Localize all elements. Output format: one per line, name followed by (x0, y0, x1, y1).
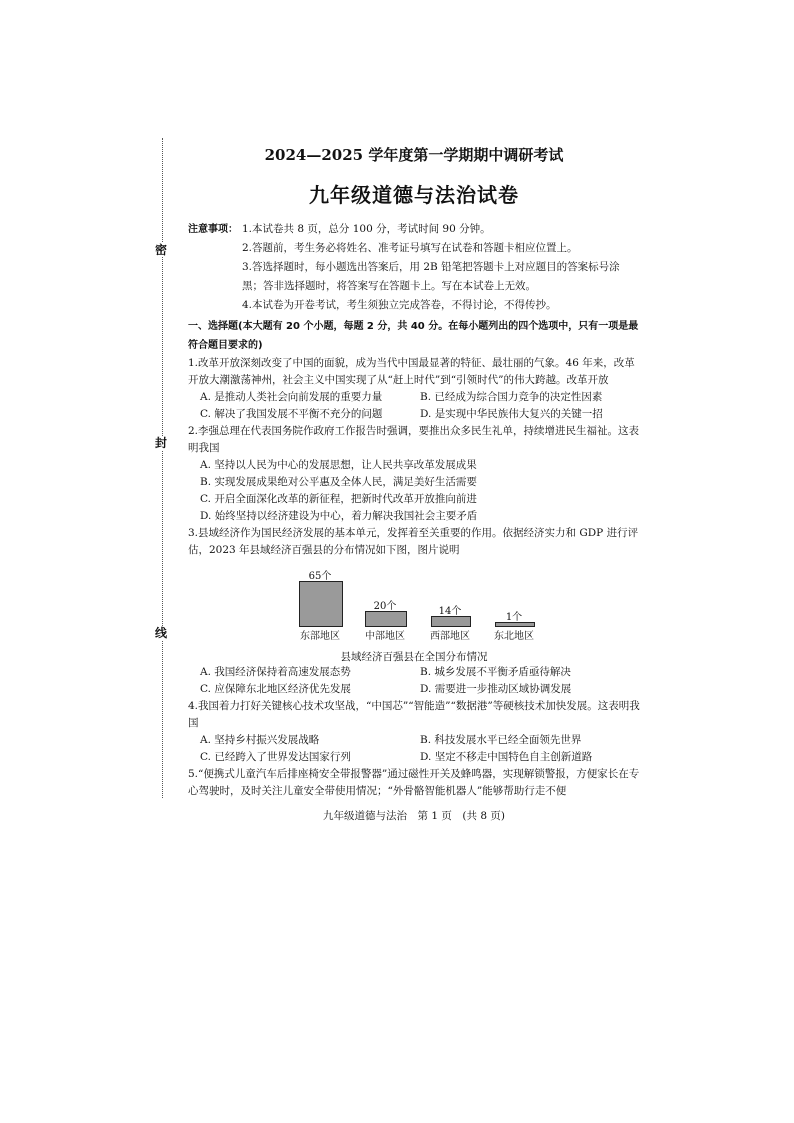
section-heading: 一、选择题(本大题有 20 个小题，每题 2 分，共 40 分。在每小题列出的四个选项中，只有一项是最符合题目要求的) (188, 321, 639, 351)
chart-value-label: 1个 (505, 612, 523, 623)
seal-mark-xian: 线 (155, 626, 168, 640)
option-d: D. 坚定不移走中国特色自主创新道路 (420, 751, 593, 763)
option-a: A. 坚持乡村振兴发展战略 (200, 734, 320, 746)
question-4-options-row1 (188, 732, 640, 749)
page-footer: 九年级道德与法治 第 1 页 (共 8 页) (323, 810, 505, 822)
seal-mark-mi: 密 (155, 243, 168, 257)
option-a: A. 坚持以人民为中心的发展思想，让人民共享改革发展成果 (200, 459, 477, 471)
seal-dotted-line (162, 138, 163, 798)
note-item: 4.本试卷为开卷考试，考生须独立完成答卷，不得讨论，不得传抄。 (242, 299, 557, 311)
chart-category-label: 东部地区 (300, 631, 340, 642)
option-a: A. 是推动人类社会向前发展的重要力量 (200, 391, 383, 403)
option-d: D. 是实现中华民族伟大复兴的关键一招 (420, 408, 603, 420)
question-3-stem: 3.县域经济作为国民经济发展的基本单元，发挥着至关重要的作用。依据经济实力和 GDP 进行评估，2023 年县域经济百强县的分布情况如下图，图片说明 (188, 527, 639, 556)
chart-bar (431, 616, 471, 627)
question-1-options-row1 (188, 389, 640, 406)
seal-mark-feng: 封 (155, 436, 168, 450)
option-c: C. 已经跨入了世界发达国家行列 (200, 751, 351, 763)
chart-bar (365, 611, 407, 627)
chart-caption: 县域经济百强县在全国分布情况 (340, 651, 488, 663)
option-c: C. 应保障东北地区经济优先发展 (200, 683, 351, 695)
chart-value-label: 65个 (308, 571, 332, 582)
distribution-bar-chart (188, 563, 640, 649)
question-3-options-row2 (188, 681, 640, 698)
note-item: 1.本试卷共 8 页，总分 100 分，考试时间 90 分钟。 (242, 223, 491, 235)
question-4-stem: 4.我国着力打好关键核心技术攻坚战，“中国芯”“智能造”“数据港”等硬核技术加快发展。这表明我国 (188, 700, 640, 729)
question-2-stem: 2.李强总理在代表国务院作政府工作报告时强调，要推出众多民生礼单，持续增进民生福祉。这表明我国 (188, 425, 640, 454)
option-b: B. 城乡发展不平衡矛盾亟待解决 (420, 666, 571, 678)
notes-block (188, 220, 640, 315)
exam-page (188, 140, 640, 800)
option-d: D. 需要进一步推动区域协调发展 (420, 683, 572, 695)
option-d: D. 始终坚持以经济建设为中心，着力解决我国社会主要矛盾 (200, 510, 478, 522)
chart-bar (299, 581, 343, 627)
chart-category-label: 东北地区 (494, 631, 534, 642)
option-b: B. 实现发展成果绝对公平惠及全体人民，满足美好生活需要 (200, 476, 477, 488)
chart-category-label: 中部地区 (365, 631, 405, 642)
question-5-stem: 5.“便携式儿童汽车后排座椅安全带报警器”通过磁性开关及蜂鸣器，实现解锁警报，方便家长在专心驾驶时，及时关注儿童安全带使用情况；“外骨骼智能机器人”能够帮助行走不便 (188, 768, 640, 797)
exam-title: 2024—2025 学年度第一学期期中调研考试 (264, 146, 564, 164)
notes-heading: 注意事项： (188, 224, 238, 235)
question-1-options-row2 (188, 406, 640, 423)
question-3-options-row1 (188, 664, 640, 681)
chart-value-label: 20个 (373, 601, 397, 613)
option-a: A. 我国经济保持着高速发展态势 (200, 666, 351, 678)
option-c: C. 开启全面深化改革的新征程，把新时代改革开放推向前进 (200, 493, 477, 505)
option-c: C. 解决了我国发展不平衡不充分的问题 (200, 408, 383, 420)
chart-value-label: 14个 (438, 605, 462, 617)
note-item: 2.答题前，考生务必将姓名、准考证号填写在试卷和答题卡相应位置上。 (242, 242, 578, 254)
option-b: B. 已经成为综合国力竞争的决定性因素 (420, 391, 603, 403)
question-4-options-row2 (188, 749, 640, 766)
note-item: 3.答选择题时，每小题选出答案后，用 2B 铅笔把答题卡上对应题目的答案标号涂黑；答非选择题时，将答案写在答题卡上。写在本试卷上无效。 (242, 261, 620, 292)
option-b: B. 科技发展水平已经全面领先世界 (420, 734, 582, 746)
chart-category-label: 西部地区 (430, 631, 470, 642)
subject-title: 九年级道德与法治试卷 (309, 183, 519, 207)
question-1-stem: 1.改革开放深刻改变了中国的面貌，成为当代中国最显著的特征、最壮丽的气象。46 年来，改革开放大潮激荡神州，社会主义中国实现了从“赶上时代”到“引领时代”的伟大跨越。改革开放 (188, 357, 635, 386)
